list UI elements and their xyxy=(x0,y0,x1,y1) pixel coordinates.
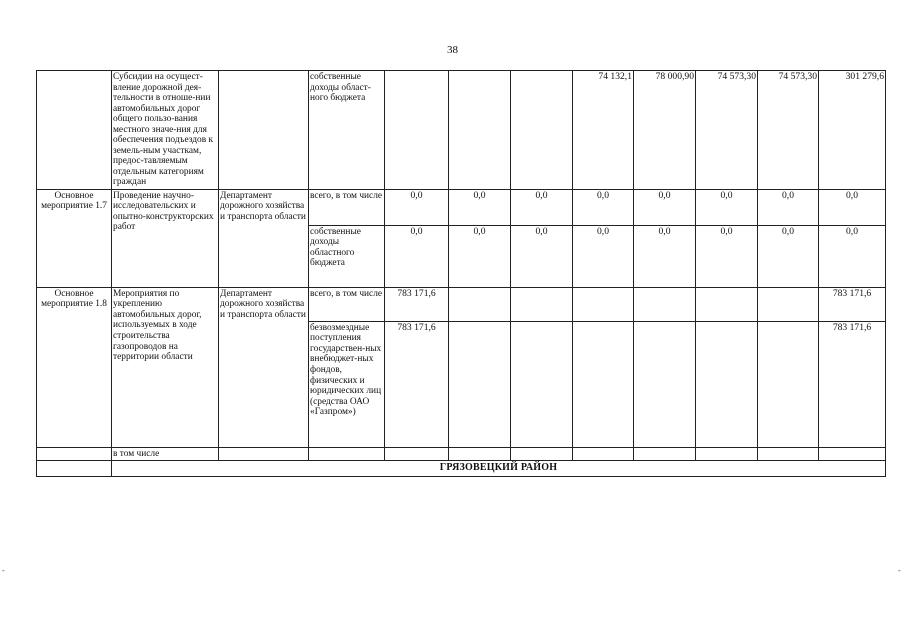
value-cell xyxy=(449,447,511,461)
source-cell xyxy=(309,447,385,461)
page-number: 38 xyxy=(447,44,458,56)
value-cell xyxy=(385,447,449,461)
table-row-region xyxy=(37,461,886,477)
value-cell: 783 171,6 xyxy=(819,287,886,321)
table-row-subsidy xyxy=(37,71,886,190)
value-cell: 0,0 xyxy=(573,225,634,287)
value-cell: 783 171,6 xyxy=(385,287,449,321)
value-cell: 0,0 xyxy=(758,189,819,225)
executor-cell: Департамент дорожного хозяйства и транспорта области xyxy=(219,189,309,287)
value-cell: 0,0 xyxy=(573,189,634,225)
value-cell xyxy=(449,287,511,321)
value-cell: 0,0 xyxy=(696,189,758,225)
value-cell: 0,0 xyxy=(634,189,696,225)
value-cell xyxy=(634,287,696,321)
value-cell: 0,0 xyxy=(819,225,886,287)
name-cell: Проведение научно-исследовательских и опытно-конструкторских работ xyxy=(112,189,219,287)
code-cell xyxy=(37,461,112,477)
value-cell xyxy=(696,321,758,447)
value-cell: 74 132,1 xyxy=(573,71,634,190)
source-cell: всего, в том числе xyxy=(309,189,385,225)
code-cell xyxy=(37,447,112,461)
value-cell: 0,0 xyxy=(449,225,511,287)
value-cell xyxy=(758,447,819,461)
value-cell: 0,0 xyxy=(819,189,886,225)
source-cell: безвозмездные поступления государствен-ных внебюджет-ных фондов, физических и юридических лиц (средства ОАО «Газпром») xyxy=(309,321,385,447)
table-row-m17-total xyxy=(37,189,886,225)
value-cell: 783 171,6 xyxy=(385,321,449,447)
executor-cell: Департамент дорожного хозяйства и транспорта области xyxy=(219,287,309,447)
value-cell: 0,0 xyxy=(385,189,449,225)
code-cell: Основное мероприятие 1.7 xyxy=(37,189,112,287)
value-cell: 0,0 xyxy=(634,225,696,287)
executor-cell xyxy=(219,447,309,461)
name-cell: в том числе xyxy=(112,447,219,461)
value-cell xyxy=(449,321,511,447)
source-cell: всего, в том числе xyxy=(309,287,385,321)
scan-mark: - xyxy=(2,566,5,575)
code-cell: Основное мероприятие 1.8 xyxy=(37,287,112,447)
value-cell: 78 000,90 xyxy=(634,71,696,190)
source-cell: собственные доходы област-ного бюджета xyxy=(309,71,385,190)
value-cell xyxy=(511,447,573,461)
value-cell: 0,0 xyxy=(696,225,758,287)
value-cell: 74 573,30 xyxy=(696,71,758,190)
region-heading: ГРЯЗОВЕЦКИЙ РАЙОН xyxy=(112,461,886,477)
table-row-including xyxy=(37,447,886,461)
name-cell: Мероприятия по укреплению автомобильных дорог, используемых в ходе строительства газопроводов на территории области xyxy=(112,287,219,447)
value-cell: 0,0 xyxy=(511,225,573,287)
value-cell: 783 171,6 xyxy=(819,321,886,447)
value-cell xyxy=(758,287,819,321)
value-cell xyxy=(696,287,758,321)
value-cell xyxy=(634,447,696,461)
value-cell xyxy=(449,71,511,190)
value-cell xyxy=(573,321,634,447)
table-row-m18-total xyxy=(37,287,886,321)
value-cell xyxy=(758,321,819,447)
name-cell: Субсидии на осущест-вление дорожной дея-тельности в отноше-нии автомобильных дорог общего пользо-вания местного значе-ния для обеспечения подъездов к земель-ным участкам, предос-тавляемым отдельным категориям граждан xyxy=(112,71,219,190)
value-cell xyxy=(385,71,449,190)
value-cell xyxy=(819,447,886,461)
executor-cell xyxy=(219,71,309,190)
value-cell: 0,0 xyxy=(511,189,573,225)
value-cell xyxy=(573,447,634,461)
value-cell: 0,0 xyxy=(385,225,449,287)
value-cell xyxy=(511,71,573,190)
scan-mark: - xyxy=(898,566,901,575)
program-table xyxy=(36,70,886,477)
value-cell xyxy=(511,287,573,321)
value-cell: 0,0 xyxy=(449,189,511,225)
value-cell xyxy=(573,287,634,321)
value-cell: 74 573,30 xyxy=(758,71,819,190)
value-cell: 301 279,6 xyxy=(819,71,886,190)
code-cell xyxy=(37,71,112,190)
value-cell: 0,0 xyxy=(758,225,819,287)
value-cell xyxy=(511,321,573,447)
value-cell xyxy=(696,447,758,461)
source-cell: собственные доходы областного бюджета xyxy=(309,225,385,287)
value-cell xyxy=(634,321,696,447)
